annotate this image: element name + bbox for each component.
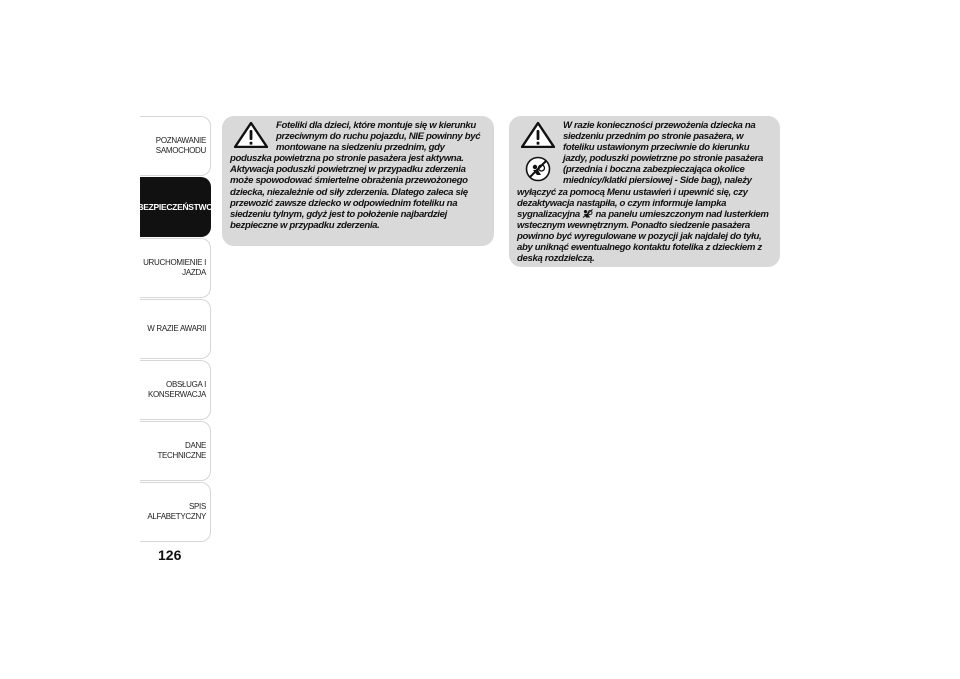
tab-bezpieczenstwo[interactable]: BEZPIECZEŃSTWO — [140, 177, 211, 237]
tab-dane-techniczne[interactable]: DANE TECHNICZNE — [140, 421, 211, 481]
warning-icons — [521, 122, 555, 182]
warning-triangle-icon — [234, 122, 268, 148]
airbag-off-indicator-icon — [582, 209, 593, 218]
tab-poznawanie-samochodu[interactable]: POZNAWANIE SAMOCHODU — [140, 116, 211, 176]
warning-triangle-icon — [521, 122, 555, 148]
tab-spis-alfabetyczny[interactable]: SPIS ALFABETYCZNY — [140, 482, 211, 542]
tab-w-razie-awarii[interactable]: W RAZIE AWARII — [140, 299, 211, 359]
page-number: 126 — [158, 547, 182, 563]
passenger-airbag-off-icon — [525, 156, 551, 182]
warning-box-deactivate-passenger-airbag — [509, 116, 780, 267]
warning-box-child-seat-rear-facing — [222, 116, 494, 246]
tab-obsluga-i-konserwacja[interactable]: OBSŁUGA I KONSERWACJA — [140, 360, 211, 420]
warning-text: Foteliki dla dzieci, które montuje się w kierunku przeciwnym do ruchu pojazdu, NIE powinny być montowane na siedzeniu przednim, gdy poduszka powietrzna po stronie pasażera jest aktywna. Aktywacja poduszki powietrznej w przypadku zderzenia może spowodować śmiertelne obrażenia przewożonego dziecka, niezależnie od siły zderzenia. Dlatego zaleca się przewozić zawsze dziecko w odpowiednim foteliku na siedzeniu tylnym, gdyż jest to położenie najbardziej bezpieczne w przypadku zderzenia. — [230, 120, 481, 231]
tab-uruchomienie-i-jazda[interactable]: URUCHOMIENIE I JAZDA — [140, 238, 211, 298]
warning-text: W razie konieczności przewożenia dziecka na siedzeniu przednim po stronie pasażera, w foteliku ustawionym przeciwnie do kierunku jazdy, poduszki powietrzne po stronie pasażera (przednia i boczna zabezpieczająca okolice miednicy/klatki piersiowej - Side bag), należy wyłączyć za pomocą Menu ustawień i upewnić się, czy dezaktywacja nastąpiła, o czym informuje lampka sygnalizacyjna na panelu umieszczonym nad lusterkiem wstecznym wewnętrznym. Ponadto siedzenie pasażera powinno być wyregulowane w pozycji jak najdalej do tyłu, aby uniknąć ewentualnego kontaktu fotelika z dzieckiem z deską rozdzielczą. — [517, 120, 769, 265]
